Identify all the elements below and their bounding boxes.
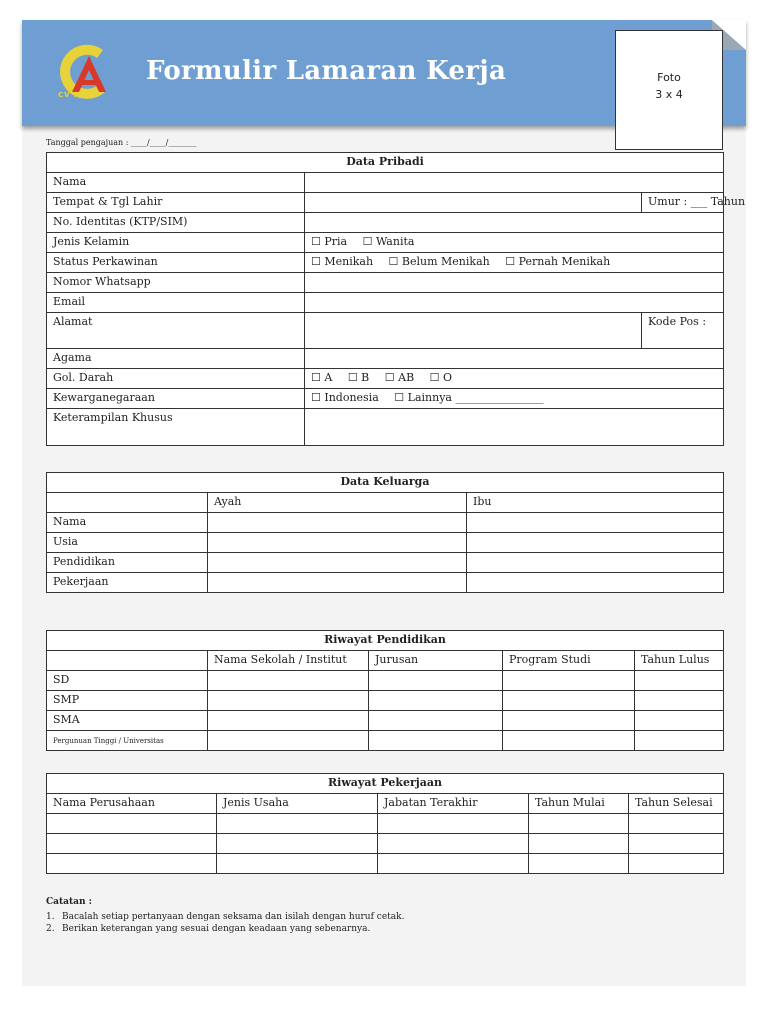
input-cell[interactable] <box>635 731 724 751</box>
header-empty <box>47 651 208 671</box>
notes-section <box>46 896 404 935</box>
education-history-table <box>46 630 724 751</box>
note-item <box>46 911 404 923</box>
checkbox-ab[interactable]: ☐ AB <box>384 371 415 384</box>
photo-size: 3 x 4 <box>655 88 683 101</box>
checkbox-lainnya[interactable]: ☐ Lainnya ________________ <box>394 391 544 404</box>
input-cell[interactable] <box>635 691 724 711</box>
input-cell[interactable] <box>47 814 217 834</box>
input-cell[interactable] <box>47 854 217 874</box>
row-label: SD <box>47 671 208 691</box>
input-ttl[interactable] <box>305 193 642 213</box>
input-cell[interactable] <box>529 814 629 834</box>
row-label: Pendidikan <box>47 553 208 573</box>
col-ayah: Ayah <box>208 493 467 513</box>
col-nama-sekolah: Nama Sekolah / Institut <box>208 651 369 671</box>
input-cell[interactable] <box>503 671 635 691</box>
input-cell[interactable] <box>47 834 217 854</box>
input-cell[interactable] <box>629 814 724 834</box>
col-jabatan: Jabatan Terakhir <box>378 794 529 814</box>
section-heading: Riwayat Pekerjaan <box>47 774 724 794</box>
blood-options <box>305 369 724 389</box>
label-nama: Nama <box>47 173 305 193</box>
input-agama[interactable] <box>305 349 724 369</box>
note-number: 2. <box>46 924 55 934</box>
row-label: Pekerjaan <box>47 573 208 593</box>
work-history-table <box>46 773 724 874</box>
input-cell[interactable] <box>208 533 467 553</box>
note-item <box>46 923 404 935</box>
label-gol-darah: Gol. Darah <box>47 369 305 389</box>
col-program-studi: Program Studi <box>503 651 635 671</box>
note-number: 1. <box>46 912 55 922</box>
label-email: Email <box>47 293 305 313</box>
section-heading: Data Pribadi <box>47 153 724 173</box>
input-cell[interactable] <box>369 691 503 711</box>
input-kode-pos[interactable]: Kode Pos : <box>642 313 724 349</box>
family-data-table <box>46 472 724 593</box>
row-label: Usia <box>47 533 208 553</box>
input-cell[interactable] <box>217 854 378 874</box>
col-tahun-mulai: Tahun Mulai <box>529 794 629 814</box>
input-email[interactable] <box>305 293 724 313</box>
input-cell[interactable] <box>503 691 635 711</box>
input-cell[interactable] <box>369 711 503 731</box>
input-cell[interactable] <box>208 691 369 711</box>
input-cell[interactable] <box>208 553 467 573</box>
input-cell[interactable] <box>208 513 467 533</box>
input-cell[interactable] <box>217 834 378 854</box>
input-keterampilan[interactable] <box>305 409 724 446</box>
input-cell[interactable] <box>635 711 724 731</box>
input-cell[interactable] <box>467 553 724 573</box>
note-text: Bacalah setiap pertanyaan dengan seksama dan isilah dengan huruf cetak. <box>62 912 405 922</box>
checkbox-b[interactable]: ☐ B <box>347 371 370 384</box>
checkbox-a[interactable]: ☐ A <box>311 371 333 384</box>
input-whatsapp[interactable] <box>305 273 724 293</box>
gender-options <box>305 233 724 253</box>
input-cell[interactable] <box>635 671 724 691</box>
label-ttl: Tempat & Tgl Lahir <box>47 193 305 213</box>
checkbox-wanita[interactable]: ☐ Wanita <box>362 235 415 248</box>
label-identitas: No. Identitas (KTP/SIM) <box>47 213 305 233</box>
col-tahun-selesai: Tahun Selesai <box>629 794 724 814</box>
checkbox-pria[interactable]: ☐ Pria <box>311 235 348 248</box>
notes-title: Catatan : <box>46 897 92 907</box>
row-label: Pergunuan Tinggi / Universitas <box>47 731 208 751</box>
input-nama[interactable] <box>305 173 724 193</box>
input-cell[interactable] <box>378 834 529 854</box>
col-tahun-lulus: Tahun Lulus <box>635 651 724 671</box>
checkbox-belum-menikah[interactable]: ☐ Belum Menikah <box>388 255 490 268</box>
input-cell[interactable] <box>369 731 503 751</box>
header-empty <box>47 493 208 513</box>
label-status: Status Perkawinan <box>47 253 305 273</box>
checkbox-o[interactable]: ☐ O <box>429 371 453 384</box>
input-cell[interactable] <box>467 573 724 593</box>
input-cell[interactable] <box>378 854 529 874</box>
input-cell[interactable] <box>208 573 467 593</box>
input-cell[interactable] <box>529 854 629 874</box>
input-cell[interactable] <box>369 671 503 691</box>
personal-data-table <box>46 152 746 446</box>
input-cell[interactable] <box>378 814 529 834</box>
label-whatsapp: Nomor Whatsapp <box>47 273 305 293</box>
input-cell[interactable] <box>629 834 724 854</box>
label-alamat: Alamat <box>47 313 305 349</box>
input-alamat[interactable] <box>305 313 642 349</box>
input-cell[interactable] <box>467 533 724 553</box>
input-identitas[interactable] <box>305 213 724 233</box>
input-cell[interactable] <box>629 854 724 874</box>
input-cell[interactable] <box>503 731 635 751</box>
nationality-options <box>305 389 724 409</box>
row-label: Nama <box>47 513 208 533</box>
input-cell[interactable] <box>503 711 635 731</box>
input-cell[interactable] <box>529 834 629 854</box>
row-label: SMP <box>47 691 208 711</box>
section-heading: Riwayat Pendidikan <box>47 631 724 651</box>
label-jenis-kelamin: Jenis Kelamin <box>47 233 305 253</box>
col-jenis-usaha: Jenis Usaha <box>217 794 378 814</box>
col-jurusan: Jurusan <box>369 651 503 671</box>
checkbox-pernah-menikah[interactable]: ☐ Pernah Menikah <box>505 255 611 268</box>
label-kewarganegaraan: Kewarganegaraan <box>47 389 305 409</box>
photo-label: Foto <box>657 71 681 84</box>
input-cell[interactable] <box>208 731 369 751</box>
input-cell[interactable] <box>208 711 369 731</box>
photo-box <box>615 30 723 150</box>
col-nama-perusahaan: Nama Perusahaan <box>47 794 217 814</box>
col-ibu: Ibu <box>467 493 724 513</box>
note-text: Berikan keterangan yang sesuai dengan keadaan yang sebenarnya. <box>62 924 371 934</box>
submission-date-field[interactable]: Tanggal pengajuan : ____/____/_______ <box>46 138 197 147</box>
label-keterampilan: Keterampilan Khusus <box>47 409 305 446</box>
input-cell[interactable] <box>208 671 369 691</box>
input-cell[interactable] <box>217 814 378 834</box>
section-heading: Data Keluarga <box>47 473 724 493</box>
row-label: SMA <box>47 711 208 731</box>
form-title: Formulir Lamaran Kerja <box>146 56 507 86</box>
input-umur[interactable]: Umur : ___ Tahun <box>642 193 724 213</box>
marital-options <box>305 253 724 273</box>
label-agama: Agama <box>47 349 305 369</box>
checkbox-menikah[interactable]: ☐ Menikah <box>311 255 374 268</box>
checkbox-indonesia[interactable]: ☐ Indonesia <box>311 391 379 404</box>
logo-text: CV ABLI <box>58 91 96 99</box>
input-cell[interactable] <box>467 513 724 533</box>
